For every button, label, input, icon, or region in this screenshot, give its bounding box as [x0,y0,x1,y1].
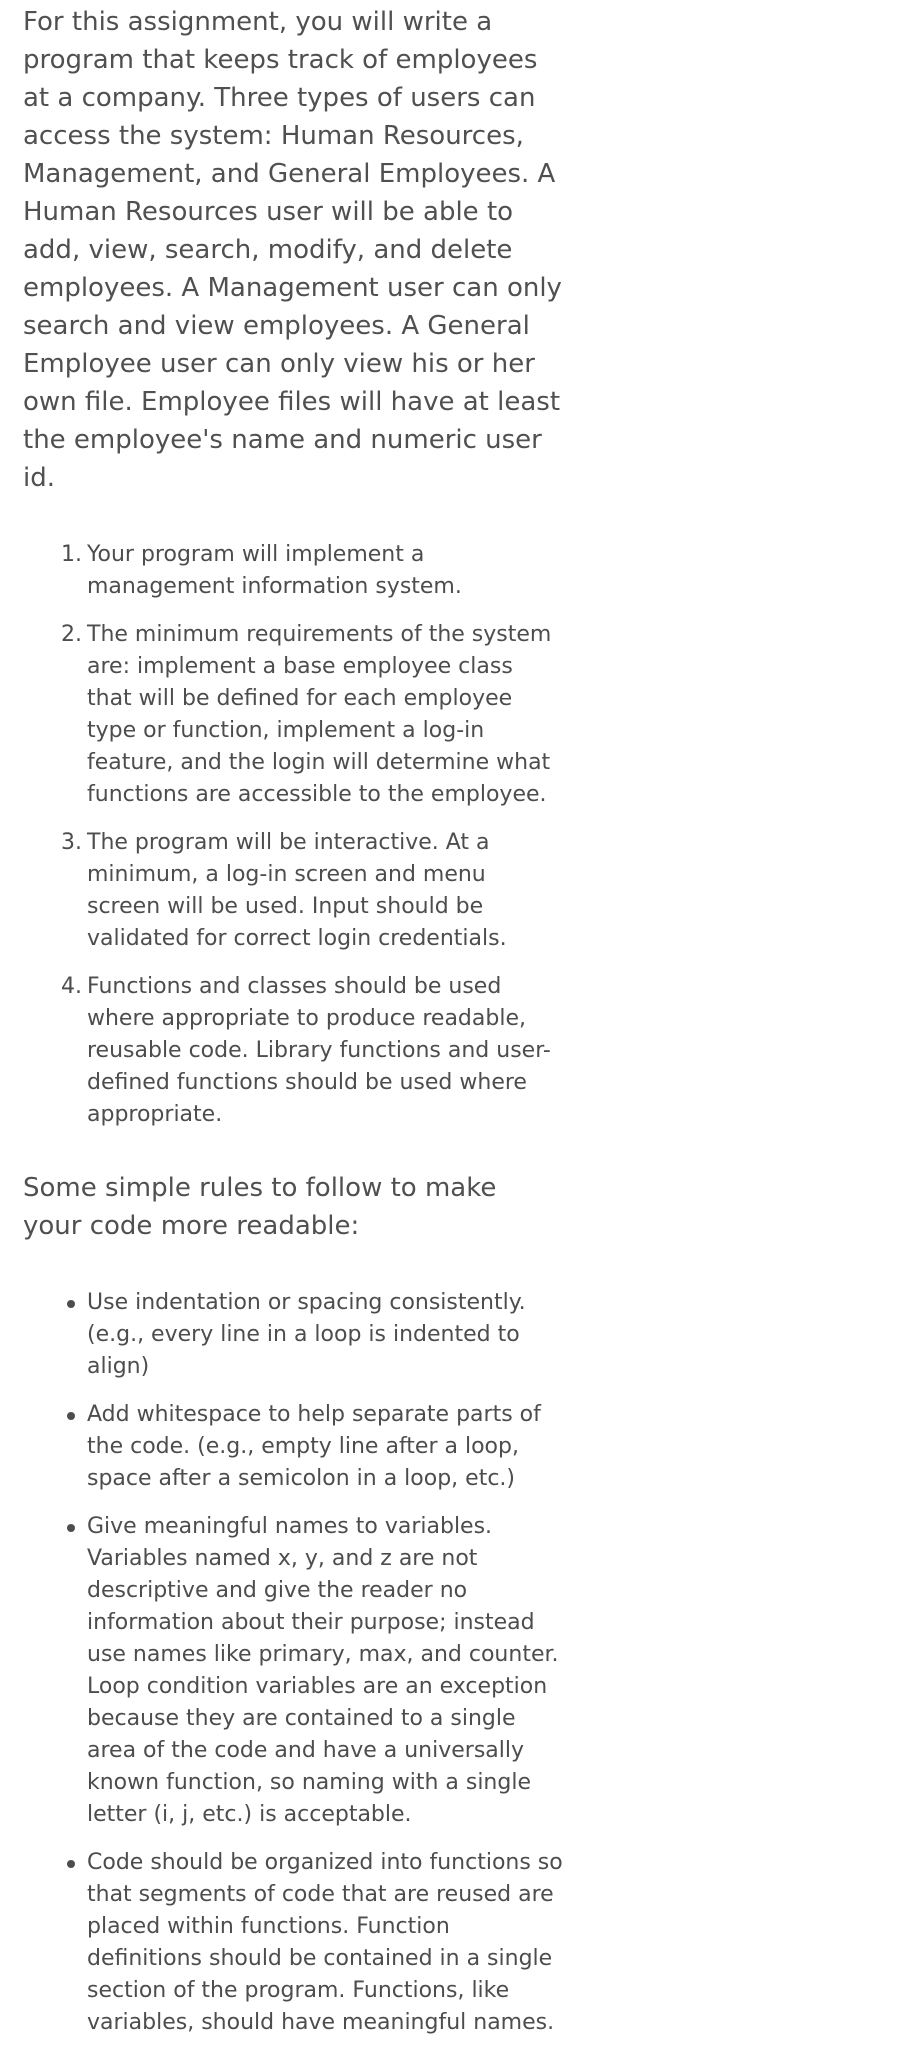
list-number: 4. [61,974,82,999]
bullet-icon [67,1300,75,1308]
list-number: 3. [61,830,82,855]
requirement-item [23,619,563,811]
requirement-text: The program will be interactive. At a minimum, a log-in screen and menu screen will be used. Input should be validated for correct login credentials. [87,830,507,951]
rule-item [23,1399,563,1495]
bullet-icon [67,1412,75,1420]
rules-list [23,1287,563,2039]
rule-text: Add whitespace to help separate parts of the code. (e.g., empty line after a loop, space after a semicolon in a loop, etc.) [87,1402,541,1491]
list-number: 1. [61,542,82,567]
rule-item [23,1847,563,2039]
rules-heading: Some simple rules to follow to make your code more readable: [23,1173,497,1241]
rule-text: Use indentation or spacing consistently. (e.g., every line in a loop is indented to align) [87,1290,526,1379]
requirements-list [23,539,563,1131]
requirement-text: Functions and classes should be used where appropriate to produce readable, reusable code. Library functions and user-defined functions should be used where appropriate. [87,974,551,1127]
requirement-text: Your program will implement a management information system. [87,542,462,599]
requirement-item [23,827,563,955]
bullet-icon [67,1860,75,1868]
rule-item [23,1287,563,1383]
rule-item [23,1511,563,1831]
list-number: 2. [61,622,82,647]
requirement-item [23,539,563,603]
bullet-icon [67,1524,75,1532]
rule-text: Code should be organized into functions so that segments of code that are reused are placed within functions. Function definitions should be contained in a single section of the program. Functions, like variables, should have meaningful names. [87,1850,563,2035]
requirement-item [23,971,563,1131]
intro-paragraph: For this assignment, you will write a program that keeps track of employees at a company. Three types of users can access the system: Human Resources, Management, and General Employees. A Human Resources user will be able to add, view, search, modify, and delete employees. A Management user can only search and view employees. A General Employee user can only view his or her own file. Employee files will have at least the employee's name and numeric user id. [23,7,562,493]
assignment-document [23,0,563,2055]
rule-text: Give meaningful names to variables. Variables named x, y, and z are not descriptive and give the reader no information about their purpose; instead use names like primary, max, and counter. Loop condition variables are an exception because they are contained to a single area of the code and have a universally known function, so naming with a single letter (i, j, etc.) is acceptable. [87,1514,559,1827]
requirement-text: The minimum requirements of the system are: implement a base employee class that will be defined for each employee type or function, implement a log-in feature, and the login will determine what functions are accessible to the employee. [87,622,552,807]
